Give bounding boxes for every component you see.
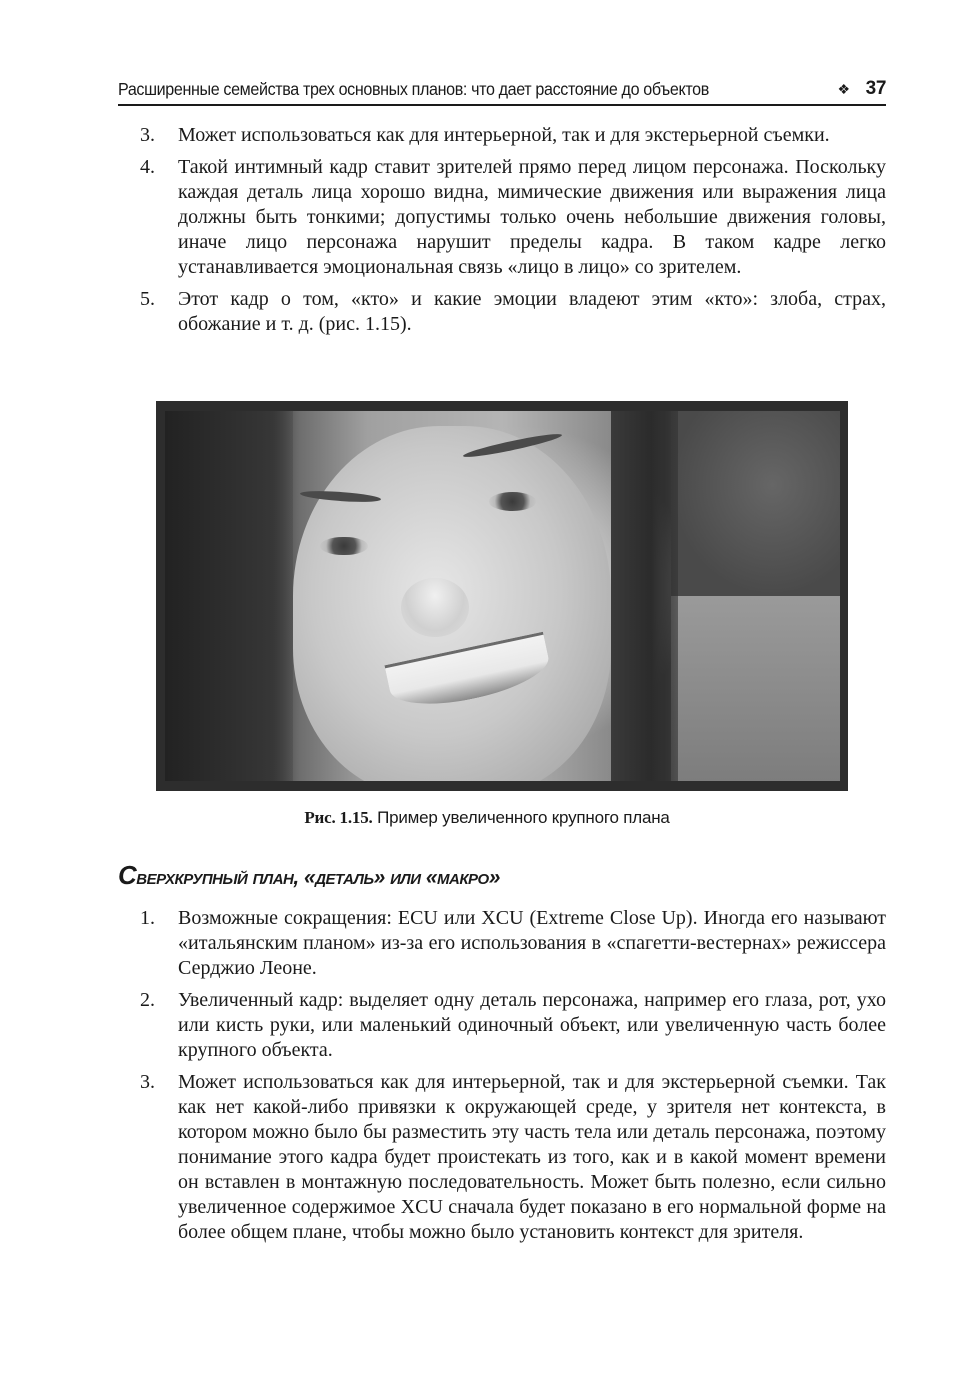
figure-caption-text: Пример увеличенного крупного плана bbox=[372, 808, 670, 827]
page-number: 37 bbox=[865, 78, 886, 99]
running-header bbox=[118, 74, 886, 106]
figure-caption bbox=[0, 808, 974, 828]
list-item bbox=[140, 123, 886, 148]
numbered-list-bottom bbox=[140, 906, 886, 1252]
section-heading-initial: С bbox=[118, 860, 137, 890]
list-item-number: 3. bbox=[140, 124, 155, 146]
header-right bbox=[838, 78, 887, 100]
close-up-photo bbox=[165, 411, 840, 781]
list-item-number: 1. bbox=[140, 907, 155, 929]
list-item bbox=[140, 155, 886, 280]
photo-eye-right bbox=[489, 492, 536, 511]
list-item-number: 5. bbox=[140, 288, 155, 310]
list-item-number: 3. bbox=[140, 1071, 155, 1093]
section-heading bbox=[118, 860, 500, 891]
figure-caption-label: Рис. 1.15. bbox=[304, 808, 373, 827]
list-item-text: Такой интимный кадр ставит зрителей прямо перед лицом персонажа. Поскольку каждая деталь лица хорошо видна, мимические движения или выражения лица должны быть тонкими; допустимы только очень небольшие движения головы, иначе лицо персонажа нарушит пределы кадра. В таком кадре легко устанавливается эмоциональная связь «лицо в лицо» со зрителем. bbox=[178, 156, 886, 278]
photo-hair-left bbox=[165, 411, 293, 781]
list-item-text: Увеличенный кадр: выделяет одну деталь персонажа, например его глаза, рот, ухо или кисть руки, или маленький одиночный объект, или увеличенную часть более крупного объекта. bbox=[178, 989, 886, 1061]
photo-nose bbox=[401, 578, 469, 637]
photo-hair-right bbox=[611, 411, 679, 781]
section-heading-rest: верхкрупный план, «деталь» или «макро» bbox=[136, 866, 500, 889]
figure-frame bbox=[156, 401, 848, 791]
ornament-icon: ❖ bbox=[837, 80, 850, 97]
list-item-text: Может использоваться как для интерьерной, так и для экстерьерной съемки. bbox=[178, 124, 830, 146]
running-title: Расширенные семейства трех основных планов: что дает расстояние до объектов bbox=[118, 78, 709, 99]
numbered-list-top bbox=[140, 123, 886, 344]
list-item-number: 2. bbox=[140, 989, 155, 1011]
list-item bbox=[140, 1070, 886, 1245]
photo-background-trees bbox=[671, 411, 840, 596]
photo-eye-left bbox=[320, 537, 367, 556]
list-item bbox=[140, 988, 886, 1063]
list-item bbox=[140, 287, 886, 337]
photo-background-grass bbox=[671, 596, 840, 781]
list-item-text: Возможные сокращения: ECU или XCU (Extreme Close Up). Иногда его называют «итальянским планом» из-за его использования в «спагетти-вестернах» режиссера Серджио Леоне. bbox=[178, 907, 886, 979]
list-item-number: 4. bbox=[140, 156, 155, 178]
list-item-text: Этот кадр о том, «кто» и какие эмоции владеют этим «кто»: злоба, страх, обожание и т. д. (рис. 1.15). bbox=[178, 288, 886, 335]
list-item bbox=[140, 906, 886, 981]
list-item-text: Может использоваться как для интерьерной, так и для экстерьерной съемки. Так как нет какой-либо привязки к окружающей среде, у зрителя нет контекста, в котором можно было бы разместить эту часть тела или деталь персонажа, поэтому понимание этого кадра будет проистекать из того, как и в какой момент времени он вставлен в монтажную последовательность. Может быть полезно, если сильно увеличенное содержимое XCU сначала будет показано в его нормальной форме на более общем плане, чтобы можно было установить контекст для зрителя. bbox=[178, 1071, 886, 1243]
